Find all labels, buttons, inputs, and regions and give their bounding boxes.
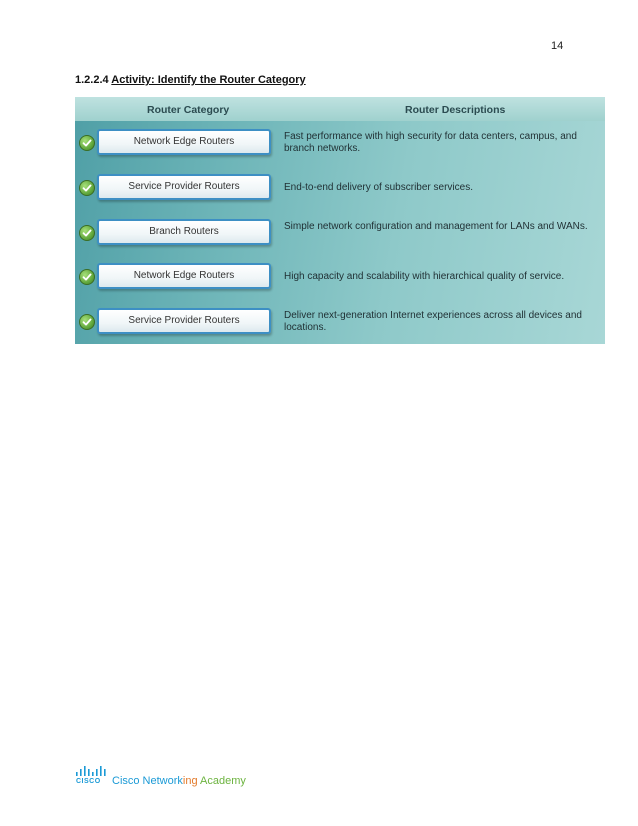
check-circle-icon bbox=[79, 269, 95, 285]
activity-row bbox=[75, 307, 605, 337]
category-answer-box[interactable]: Network Edge Routers bbox=[97, 129, 271, 155]
router-description: High capacity and scalability with hierarchical quality of service. bbox=[284, 271, 565, 282]
category-answer-box[interactable]: Service Provider Routers bbox=[97, 174, 271, 200]
activity-row bbox=[75, 262, 605, 292]
academy-name: Cisco Networking Academy bbox=[112, 775, 246, 787]
router-description: Simple network configuration and management for LANs and WANs. bbox=[284, 221, 588, 232]
activity-row bbox=[75, 173, 605, 203]
cisco-bars-icon bbox=[75, 766, 107, 777]
check-circle-icon bbox=[79, 180, 95, 196]
activity-header bbox=[75, 97, 605, 121]
cisco-wordmark: CISCO bbox=[76, 778, 101, 785]
section-number: 1.2.2.4 bbox=[75, 74, 109, 86]
category-answer-box[interactable]: Network Edge Routers bbox=[97, 263, 271, 289]
check-circle-icon bbox=[79, 314, 95, 330]
category-answer-box[interactable]: Branch Routers bbox=[97, 219, 271, 245]
section-title: Activity: Identify the Router Category bbox=[111, 74, 306, 86]
column-header-category: Router Category bbox=[147, 104, 230, 116]
activity-row bbox=[75, 128, 605, 158]
activity-panel bbox=[75, 97, 605, 344]
column-header-descriptions: Router Descriptions bbox=[405, 104, 506, 116]
section-heading bbox=[75, 74, 306, 86]
activity-row bbox=[75, 218, 605, 248]
check-circle-icon bbox=[79, 225, 95, 241]
page-number: 14 bbox=[551, 40, 564, 52]
router-description: End-to-end delivery of subscriber services. bbox=[284, 182, 473, 193]
router-description: Deliver next-generation Internet experiences across all devices and locations. bbox=[284, 310, 582, 333]
router-description: Fast performance with high security for data centers, campus, and branch networks. bbox=[284, 131, 577, 154]
check-circle-icon bbox=[79, 135, 95, 151]
category-answer-box[interactable]: Service Provider Routers bbox=[97, 308, 271, 334]
